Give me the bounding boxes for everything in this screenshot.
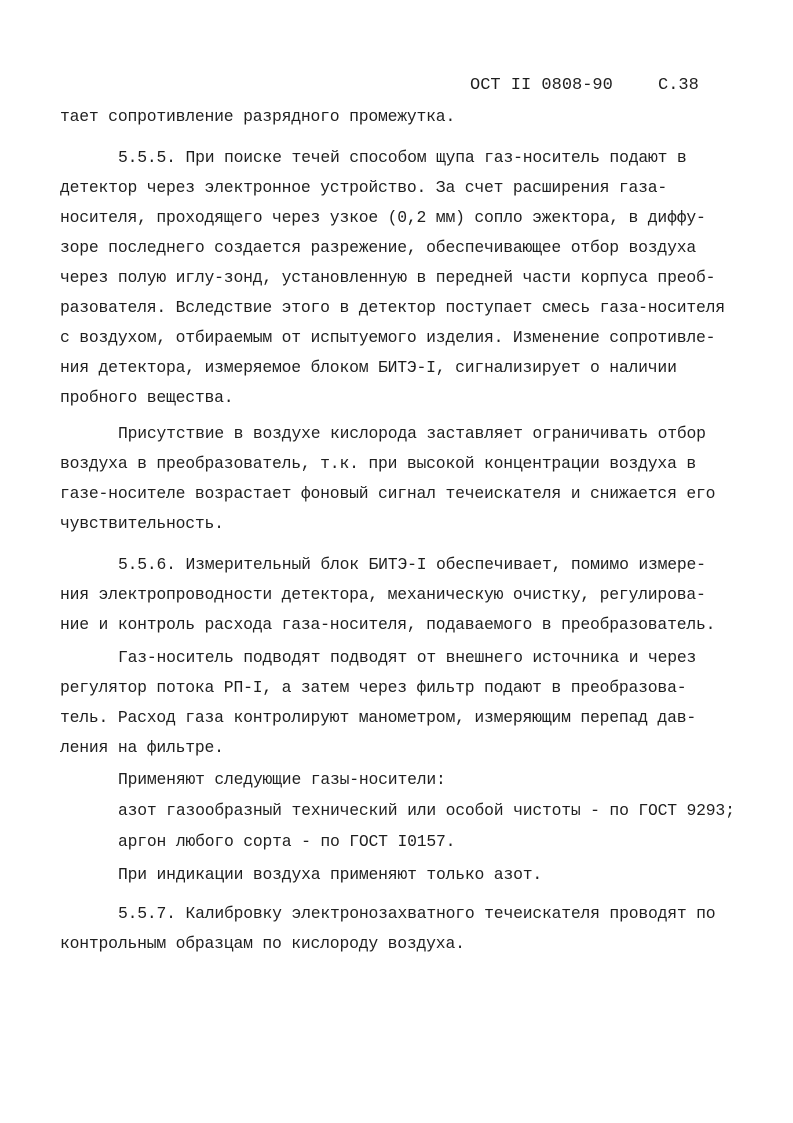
text-line: ления на фильтре. <box>60 738 224 757</box>
text-line: газе-носителе возрастает фоновый сигнал течеискателя и снижается его <box>60 484 716 503</box>
text-line: тель. Расход газа контролируют манометром, измеряющим перепад дав- <box>60 708 696 727</box>
text-line: разователя. Вследствие этого в детектор поступает смесь газа-носителя <box>60 298 725 317</box>
text-line: Газ-носитель подводят подводят от внешнего источника и через <box>118 648 697 667</box>
text-line: через полую иглу-зонд, установленную в передней части корпуса преоб- <box>60 268 716 287</box>
text-line: ния электропроводности детектора, механическую очистку, регулирова- <box>60 585 706 604</box>
text-line: пробного вещества. <box>60 388 234 407</box>
text-line: регулятор потока РП-I, а затем через фильтр подают в преобразова- <box>60 678 687 697</box>
page-header <box>0 76 793 100</box>
text-line: При индикации воздуха применяют только азот. <box>118 865 542 884</box>
text-line: азот газообразный технический или особой чистоты - по ГОСТ 9293; <box>118 801 735 820</box>
text-line: носителя, проходящего через узкое (0,2 мм) сопло эжектора, в диффу- <box>60 208 706 227</box>
text-line: чувствительность. <box>60 514 224 533</box>
text-line: 5.5.5. При поиске течей способом щупа газ-носитель подают в <box>118 148 687 167</box>
page-number: С.38 <box>658 76 699 95</box>
text-line: аргон любого сорта - по ГОСТ I0157. <box>118 832 456 851</box>
text-line: ние и контроль расхода газа-носителя, подаваемого в преобразователь. <box>60 615 716 634</box>
text-line: Применяют следующие газы-носители: <box>118 770 446 789</box>
text-line: зоре последнего создается разрежение, обеспечивающее отбор воздуха <box>60 238 696 257</box>
document-code: ОСТ II 0808-90 <box>470 76 613 95</box>
text-line: детектор через электронное устройство. За счет расширения газа- <box>60 178 668 197</box>
text-line: воздуха в преобразователь, т.к. при высокой концентрации воздуха в <box>60 454 696 473</box>
text-line: тает сопротивление разрядного промежутка. <box>60 107 456 126</box>
text-line: ния детектора, измеряемое блоком БИТЭ-I, сигнализирует о наличии <box>60 358 677 377</box>
text-line: контрольным образцам по кислороду воздуха. <box>60 934 465 953</box>
text-line: Присутствие в воздухе кислорода заставляет ограничивать отбор <box>118 424 706 443</box>
text-line: с воздухом, отбираемым от испытуемого изделия. Изменение сопротивле- <box>60 328 716 347</box>
text-line: 5.5.7. Калибровку электронозахватного течеискателя проводят по <box>118 904 716 923</box>
text-line: 5.5.6. Измерительный блок БИТЭ-I обеспечивает, помимо измере- <box>118 555 706 574</box>
